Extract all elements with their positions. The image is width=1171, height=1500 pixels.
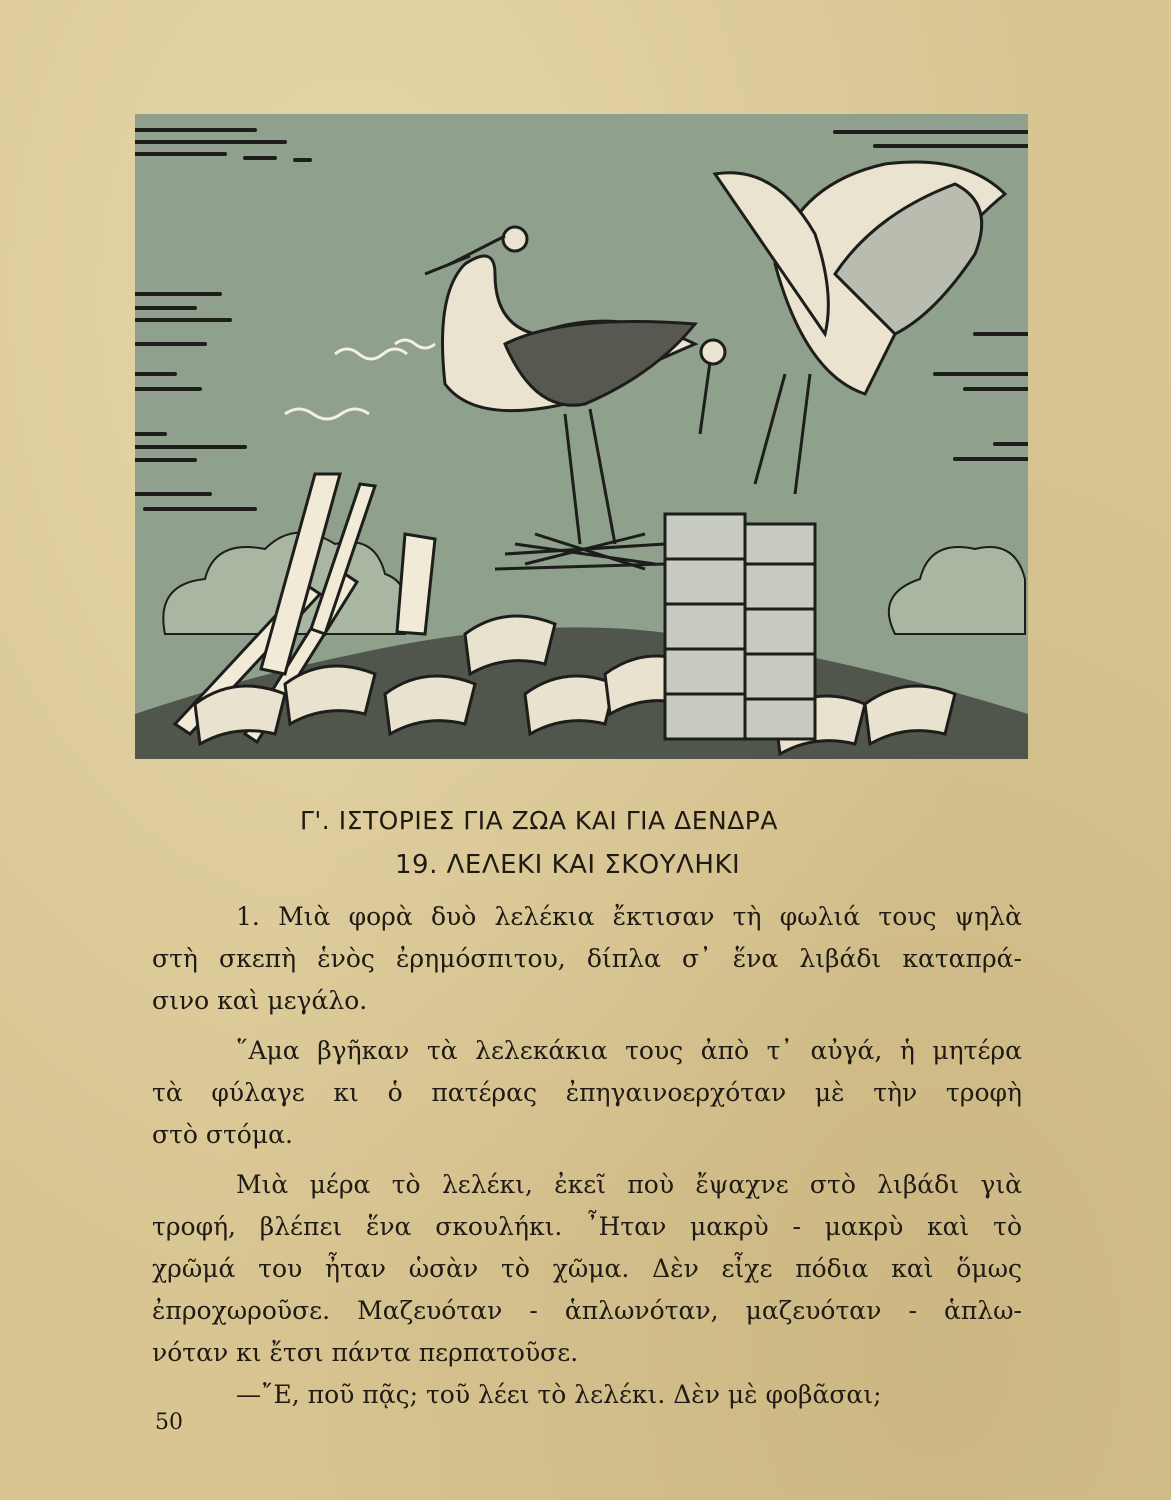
storks-nest-illustration [135, 114, 1028, 759]
text-line: —῎Ε, ποῦ πᾷς; τοῦ λέει τὸ λελέκι. Δὲν μὲ φοβᾶσαι; [236, 1380, 882, 1409]
text-line: σινο καὶ μεγάλο. [152, 986, 368, 1015]
text-line: ῞Αμα βγῆκαν τὰ λελεκάκια τους ἀπὸ τ᾿ αὐγά, ἡ μητέρα [236, 1036, 1022, 1065]
paragraph-4 [152, 1374, 1022, 1416]
story-body [152, 896, 1022, 1416]
text-line: τὰ φύλαγε κι ὁ πατέρας ἐπηγαινοερχόταν μὲ τὴν τροφὴ [152, 1078, 1022, 1107]
text-line: ἐπροχωροῦσε. Μαζευόταν - ἁπλωνόταν, μαζευόταν - ἁπλω- [152, 1296, 1022, 1325]
text-line: στὸ στόμα. [152, 1120, 293, 1149]
paragraph-2 [152, 1030, 1022, 1156]
paragraph-3 [152, 1164, 1022, 1374]
text-line: τροφή, βλέπει ἕνα σκουλήκι. ῏Ηταν μακρὺ - μακρὺ καὶ τὸ [152, 1212, 1022, 1241]
text-line: χρῶμά του ἦταν ὡσὰν τὸ χῶμα. Δὲν εἶχε πόδια καὶ ὅμως [152, 1254, 1022, 1283]
text-line: νόταν κι ἔτσι πάντα περπατοῦσε. [152, 1338, 579, 1367]
story-title: 19. ΛΕΛΕΚΙ ΚΑΙ ΣΚΟΥΛΗΚΙ [395, 850, 741, 880]
text-line: 1. Μιὰ φορὰ δυὸ λελέκια ἔκτισαν τὴ φωλιά τους ψηλὰ [236, 902, 1022, 931]
text-line: στὴ σκεπὴ ἑνὸς ἐρημόσπιτου, δίπλα σ᾿ ἕνα λιβάδι καταπρά- [152, 944, 1022, 973]
section-heading: Γ'. ΙΣΤΟΡΙΕΣ ΓΙΑ ΖΩΑ ΚΑΙ ΓΙΑ ΔΕΝΔΡΑ [300, 806, 778, 835]
paragraph-1 [152, 896, 1022, 1022]
text-line: Μιὰ μέρα τὸ λελέκι, ἐκεῖ ποὺ ἔψαχνε στὸ λιβάδι γιὰ [236, 1170, 1022, 1199]
page-number: 50 [155, 1410, 183, 1435]
